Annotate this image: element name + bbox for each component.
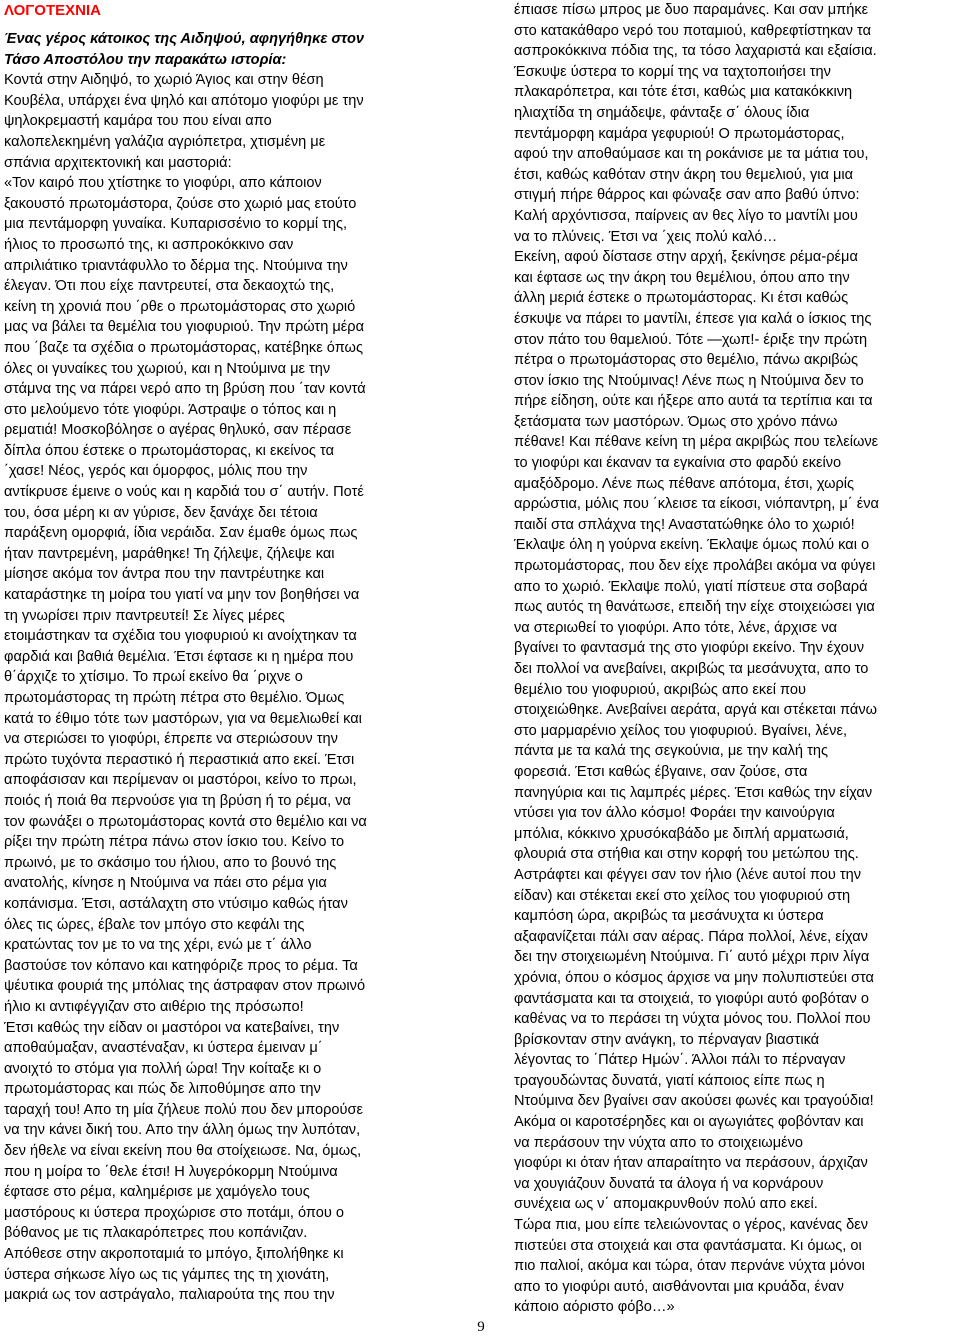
text-line: Καλή αρχόντισσα, παίρνεις αν θες λίγο το μαντίλι μου: [514, 207, 858, 224]
text-line: παράξενη ομορφιά, ίδια νεράιδα. Σαν έμαθε όμως πως: [4, 525, 358, 542]
intro-line: Τάσο Αποστόλου την παρακάτω ιστορία:: [4, 51, 287, 68]
text-line: και έφτασε ως την άκρη του θεμέλιου, όπου απο την: [514, 269, 850, 286]
left-body-text: [4, 70, 460, 1306]
text-line: Τώρα πια, μου είπε τελειώνοντας ο γέρος, κανένας δεν: [514, 1217, 869, 1234]
text-line: Έσκυψε ύστερα το κορμί της να ταχτοποιήσει την: [514, 63, 831, 80]
text-line: στάμνα της να πάρει νερό απο τη βρύση που ΄ταν κοντά: [4, 381, 366, 398]
text-line: αρρώστια, μόλις που ΄κλεισε τα είκοσι, νιόπαντρη, μ΄ ένα: [514, 496, 879, 513]
text-line: καθένας να το περάσει τη νύχτα μόνος του. Πολλοί που: [514, 1011, 871, 1028]
section-heading: ΛΟΓΟΤΕΧΝΙΑ: [4, 2, 101, 19]
text-line: αποθαύμαξαν, αναστέναξαν, κι ύστερα έμειναν μ΄: [4, 1040, 323, 1057]
text-line: ταραχή του! Απο τη μία ζήλευε πολύ που δεν μπορούσε: [4, 1101, 363, 1118]
intro-line: Ένας γέρος κάτοικος της Αιδηψού, αφηγήθηκε στον: [4, 31, 365, 47]
text-line: ποιός ή ποιά θα περνούσε για τη βρύση ή το ρέμα, να: [4, 792, 351, 809]
text-line: είδαν) και στέκεται εκεί στο χείλος του γιοφυριού στη: [514, 887, 851, 904]
text-line: δει πολλοί να ανεβαίνει, ακριβώς τα μεσάνυχτα, απο το: [514, 661, 869, 677]
text-line: καταράστηκε τη μοίρα του γιατί να μην τον βοηθήσει να: [4, 587, 360, 604]
text-line: Κοντά στην Αιδηψό, το χωριό Άγιος και στην θέση: [4, 72, 324, 89]
text-line: όλες τις ώρες, έβαλε τον μπόγο στο κεφάλι της: [4, 916, 305, 933]
text-line: που ΄βαζε τα σχέδια ο πρωτομάστορας, κατέβηκε όπως: [4, 339, 363, 356]
text-line: πιστεύει στα στοιχειά και στα φαντάσματα. Κι όμως, οι: [514, 1237, 862, 1254]
text-line: ΄χασε! Νέος, γερός και όμορφος, μόλις που την: [4, 463, 308, 480]
text-line: ήταν παντρεμένη, μαράθηκε! Τη ζήλεψε, ζήλεψε και: [4, 545, 335, 562]
text-line: πρωινό, με το σκάσιμο του ήλιου, απο το βουνό της: [4, 854, 337, 871]
text-line: αφού την αποθαύμασε και τη ροκάνισε με τα μάτια του,: [514, 146, 869, 163]
text-line: απο το γιοφύρι αυτό, αισθάνονται μια κρυάδα, έναν: [514, 1278, 844, 1295]
text-line: ανατολής, κίνησε η Ντούμινα να πάει στο ρέμα για: [4, 875, 327, 892]
text-line: Απόθεσε στην ακροποταμιά το μπόγο, ξιπολήθηκε κι: [4, 1246, 344, 1263]
text-line: σπάνια αρχιτεκτονική και μαστοριά:: [4, 154, 232, 171]
text-line: αμαξόδρομο. Λένε πως πέθανε απότομα, έτσι, χωρίς: [514, 475, 855, 492]
text-line: έπιασε πίσω μπρος με δυο παραμάνες. Και σαν μπήκε: [514, 2, 869, 18]
page-number: 9: [477, 1319, 485, 1335]
text-line: ντύσει για τον άλλο κόσμο! Φοράει την καινούργια: [514, 805, 835, 822]
text-line: καλοπελεκημένη γαλάζια αγριόπετρα, χτισμένη με: [4, 133, 326, 150]
text-line: ψηλοκρεμαστή καμάρα του που είναι απο: [4, 113, 272, 130]
text-line: Έκλαψε όλη η γούρνα εκείνη. Έκλαψε όμως πολύ και ο: [514, 537, 870, 554]
text-line: μας να βάλει τα θεμέλια του γιοφυριού. Την πρώτη μέρα: [4, 319, 365, 336]
text-line: πάντα με τα καλά της σεγκούνια, με την καλή της: [514, 743, 829, 760]
text-line: Ντούμινα δεν βγαίνει σαν ακούσει φωνές και τραγούδια!: [514, 1093, 874, 1110]
left-column: [4, 0, 460, 1306]
text-line: φαντάσματα και τα στοιχειά, το γιοφύρι αυτό φοβόταν ο: [514, 990, 870, 1007]
text-line: αποφάσισαν και περίμεναν οι μαστόροι, κείνο το πρωι,: [4, 772, 357, 789]
text-line: άλλη μεριά έστεκε ο πρωτομάστορας. Κι έτσι καθώς: [514, 290, 849, 307]
text-line: που η μοίρα το ΄θελε έτσι! Η λυγερόκορμη Ντούμινα: [4, 1163, 338, 1180]
text-line: φορεσιά. Έτσι καθώς έβγαινε, σαν ζούσε, στα: [514, 763, 808, 780]
text-line: στο μαρμαρένιο χείλος του γιοφυριού. Βγαίνει, λένε,: [514, 722, 848, 739]
text-line: συνέχεια ως ν΄ απομακρυνθούν πολύ απο εκεί.: [514, 1196, 818, 1213]
text-line: χρόνια, όπου ο κόσμος άρχισε να μην πολυπιστεύει στα: [514, 969, 874, 986]
text-line: να στεριώσει το γιοφύρι, έπρεπε να στεριώσουν την: [4, 731, 338, 748]
text-line: να χουγιάζουν δυνατά τα άλογα ή να κορνάρουν: [514, 1175, 824, 1192]
text-line: Κουβέλα, υπάρχει ένα ψηλό και απότομο γιοφύρι με την: [4, 92, 364, 109]
text-line: πήρε είδηση, ούτε και ήξερε απο αυτά τα τερτίπια και τα: [514, 393, 873, 410]
text-line: φαρδιά και βαθιά θεμέλια. Έτσι έφτασε κι η ημέρα που: [4, 648, 354, 665]
text-line: παιδί στα σπλάχνα της! Αναστατώθηκε όλο το χωριό!: [514, 516, 855, 533]
text-line: γιοφύρι κι όταν ήταν απαραίτητο να περάσουν, άρχιζαν: [514, 1155, 868, 1172]
text-line: ήλιος το προσωπό της, κι ασπροκόκκινο σαν: [4, 236, 294, 253]
text-line: ανοιχτό το στόμα για πολλή ώρα! Την κοίταξε κι ο: [4, 1060, 322, 1077]
text-line: λέγοντας το ΄Πάτερ Ημών΄. Άλλοι πάλι το πέρναγαν: [514, 1052, 846, 1069]
text-line: θεμέλιο του γιοφυριού, ακριβώς απο εκεί που: [514, 681, 806, 698]
text-line: στον πάτο του θαμελιού. Τότε ―χωπ!- έριξε την πρώτη: [514, 331, 868, 348]
text-line: δίπλα όπου έστεκε ο πρωτομάστορας, κι εκείνος τα: [4, 442, 335, 459]
text-line: στο μελούμενο τότε γιοφύρι. Άστραψε ο τόπος και η: [4, 401, 337, 418]
text-line: βγαίνει το φαντασμά της στο γιοφύρι εκείνο. Την έχουν: [514, 640, 864, 657]
text-line: στο κατακάθαρο νερό του ποταμιού, καθρεφτίστηκαν τα: [514, 22, 872, 39]
text-line: απο το χωριό. Έκλαψε πολύ, γιατί πίστευε στα σοβαρά: [514, 578, 868, 595]
text-line: μακριά ως τον αστράγαλο, παλιαρούτα της που την: [4, 1287, 335, 1304]
text-line: πέθανε! Και πέθανε κείνη τη μέρα ακριβώς που τελείωνε: [514, 434, 879, 451]
text-line: ρίξει την πρώτη πέτρα πάνω στον ίσκιο του. Κείνο το: [4, 834, 345, 851]
text-line: πως αυτός τη θανάτωσε, επειδή την είχε στοιχειώσει για: [514, 599, 875, 616]
text-line: ρεματιά! Μοσκοβόλησε ο αγέρας θηλυκό, σαν πέρασε: [4, 422, 352, 439]
text-line: πέτρα ο πρωτομάστορας στο θεμέλιο, πάνω ακριβώς: [514, 352, 859, 369]
text-line: Εκείνη, αφού δίστασε στην αρχή, ξεκίνησε ρέμα-ρέμα: [514, 249, 858, 266]
text-line: δεν ήθελε να είναι εκείνη που θα στοίχειωσε. Να, όμως,: [4, 1143, 362, 1160]
text-line: πρώτο τυχόντα περαστικό ή περαστικιά απο εκεί. Έτσι: [4, 751, 355, 768]
right-column: [514, 0, 956, 1318]
text-line: βαστούσε τον κόπανο και κατηφόριζε προς το ρέμα. Τα: [4, 957, 358, 974]
text-line: φλουριά στα στήθια και στην κορφή του μετώπου της.: [514, 846, 859, 863]
text-line: απριλιάτικο τριαντάφυλλο το δέρμα της. Ντούμινα την: [4, 257, 348, 274]
right-body-text: [514, 0, 956, 1318]
text-line: «Τον καιρό που χτίστηκε το γιοφύρι, απο κάποιον: [4, 175, 322, 192]
text-line: τραγουδώντας δυνατά, γιατί κάποιος είπε πως η: [514, 1072, 825, 1089]
text-line: μπόλια, κόκκινο χρυσόκαβάδο με διπλή αρματωσιά,: [514, 825, 849, 842]
text-line: να περάσουν την νύχτα απο το στοιχειωμένο: [514, 1134, 804, 1151]
text-line: θ΄άρχιζε το χτίσιμο. Το πρωί εκείνο θα ΄ριχνε ο: [4, 669, 303, 686]
text-line: έλεγαν. Ότι που είχε παντρευτεί, στα δεκαοχτώ της,: [4, 278, 335, 295]
text-line: πανηγύρια και τις λαμπρές μέρες. Έτσι καθώς την είχαν: [514, 784, 873, 801]
text-line: πιο παλιοί, ακόμα και τώρα, όταν περνάνε νύχτα μόνοι: [514, 1258, 865, 1275]
text-line: πρωτομάστορας τη πρώτη πέτρα στο θεμέλιο. Όμως: [4, 690, 345, 706]
text-line: όλες οι γυναίκες του χωριού, και η Ντούμινα με την: [4, 360, 331, 377]
text-line: ήλιο κι αντιφέγγιζαν στο αιθέριο της πρόσωπο!: [4, 998, 304, 1015]
text-line: μια πεντάμορφη γυναίκα. Κυπαρισσένιο το κορμί της,: [4, 216, 348, 233]
text-line: κρατώντας τον με το να της χέρι, ενώ με τ΄ άλλο: [4, 937, 312, 954]
text-line: αντίκρυσε έμεινε ο νούς και η καρδιά του σ΄ αυτήν. Ποτέ: [4, 484, 364, 501]
text-line: Αστράφτει και φέγγει σαν τον ήλιο (λένε αυτοί που την: [514, 866, 862, 883]
text-line: δει την στοιχειωμένη Ντούμινα. Γι΄ αυτό μέχρι πριν λίγα: [514, 949, 870, 966]
text-line: έσκυψε να πάρει το μαντίλι, έπεσε για καλά ο ίσκιος της: [514, 310, 872, 327]
text-line: ψέυτικα φουριά της μπόλιας της άστραφαν στον πρωινό: [4, 978, 366, 995]
text-line: μίσησε ακόμα τον άντρα που την παντρέυτηκε και: [4, 566, 325, 583]
text-line: το γιοφύρι και έκαναν τα εγκαίνια στο φαρδύ εκείνο: [514, 455, 842, 472]
text-line: καμπόση ώρα, ακριβώς τα μεσάνυχτα κι ύστερα: [514, 908, 824, 925]
text-line: κοπάνισμα. Έτσι, αστάλαχτη στο ντύσιμο καθώς ήταν: [4, 895, 348, 912]
text-line: ετοιμάστηκαν τα σχέδια του γιοφυριού κι ανοίχτηκαν τα: [4, 628, 357, 645]
text-line: αξαφανίζεται πάλι σαν αέρας. Πάρα πολλοί, λένε, είχαν: [514, 928, 868, 945]
text-line: βόθανος με τις πλακαρόπετρες που κοπάνιζαν.: [4, 1225, 308, 1242]
text-line: βρίσκονταν στην ανάγκη, το πέρναγαν βιαστικά: [514, 1031, 820, 1048]
text-line: ηλιαχτίδα τη σημάδεψε, φάνταξε σ΄ όλους ίδια: [514, 104, 810, 121]
text-line: ασπροκόκκινα πόδια της, τα τόσο λαχαριστά και εξαίσια.: [514, 43, 877, 60]
text-line: Ακόμα οι καροτσέρηδες και οι αγωγιάτες φοβόνταν και: [514, 1114, 864, 1131]
text-line: πλακαρόπετρα, και τότε έτσι, καθώς μια κατακόκκινη: [514, 84, 853, 101]
text-line: τη γνωρίσει πριν παντρευτεί! Σε λίγες μέρες: [4, 607, 285, 624]
text-line: να στεριωθεί το γιοφύρι. Απο τότε, λένε, άρχισε να: [514, 619, 838, 636]
text-line: του, όσα μέρη κι αν γύρισε, δεν ξανάχε δει τέτοια: [4, 504, 318, 521]
text-line: κατά το έθιμο τότε των μαστόρων, για να θεμελιωθεί και: [4, 710, 362, 727]
text-line: μαστόρους κι ύστερα προχώρισε στο ποτάμι, όπου ο: [4, 1204, 345, 1221]
text-line: πεντάμορφη καμάρα γεφυριού! Ο πρωτομάστορας,: [514, 125, 845, 142]
text-line: στον ίσκιο της Ντούμινας! Λένε πως η Ντούμινα δεν το: [514, 372, 864, 389]
text-line: ξετάσματα των μαστόρων. Όμως στο χρόνο πάνω: [514, 413, 838, 430]
text-line: έφτασε στο ρέμα, καλημέρισε με χαμόγελο τους: [4, 1184, 310, 1201]
text-line: να το πλύνεις. Έτσι να ΄χεις πολύ καλό…: [514, 228, 778, 245]
text-line: τον φωνάξει ο πρωτομάστορας κοντά στο θεμέλιο και να: [4, 813, 367, 830]
text-line: ύστερα σήκωσε λίγο ως τις γάμπες της τη χιονάτη,: [4, 1266, 330, 1283]
text-line: να την κάνει δική του. Απο την άλλη όμως την λυπόταν,: [4, 1122, 361, 1139]
text-line: πρωτομάστορας και πώς δε λιποθύμησε απο την: [4, 1081, 321, 1098]
text-line: ξακουστό πρωτομάστορα, ζούσε στο χωριό μας ετούτο: [4, 195, 357, 212]
text-line: Έτσι καθώς την είδαν οι μαστόροι να κατεβαίνει, την: [4, 1019, 340, 1036]
text-line: στιγμή πήρε θάρρος και φώναξε σαν απο βαθύ ύπνο:: [514, 187, 860, 204]
text-line: έτσι, καθώς καθόταν στην άκρη του θεμελιού, για μια: [514, 166, 854, 183]
text-line: κείνη τη χρονιά που ΄ρθε ο πρωτομάστορας στο χωριό: [4, 298, 356, 315]
intro-text: [4, 29, 460, 70]
text-line: κάποιο αόριστο φόβο…»: [514, 1299, 675, 1316]
text-line: στοιχειώθηκε. Ανεβαίνει αεράτα, αργά και στέκεται πάνω: [514, 702, 878, 719]
text-line: πρωτομάστορας, που δεν είχε προλάβει ακόμα να φύγει: [514, 558, 876, 575]
